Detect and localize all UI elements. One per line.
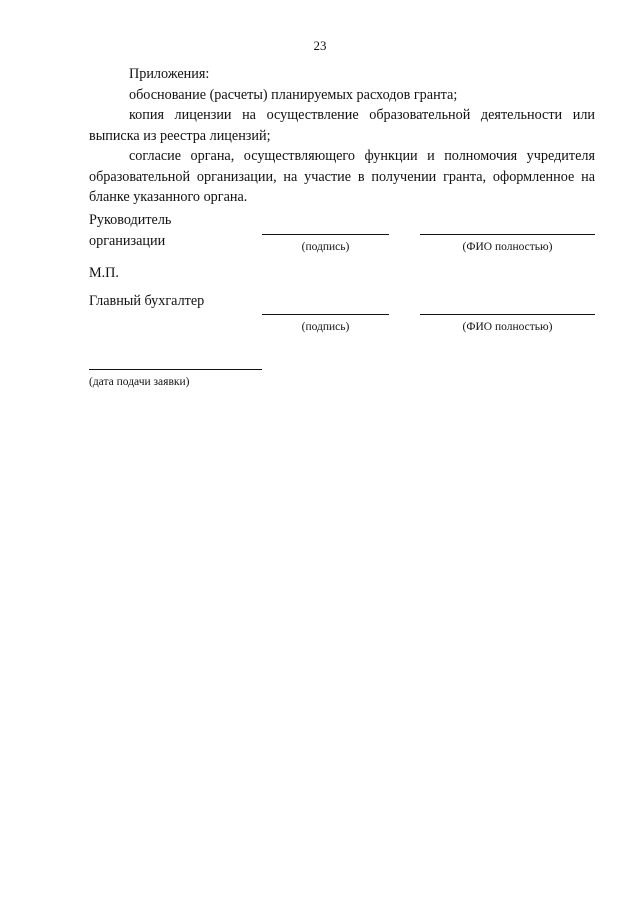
- head-signature-line: [262, 234, 389, 235]
- head-signature-caption: (подпись): [301, 241, 350, 253]
- head-label-line2: организации: [89, 232, 166, 249]
- accountant-label: Главный бухгалтер: [89, 293, 205, 309]
- head-name-caption: (ФИО полностью): [462, 241, 553, 253]
- attachment-item-budget: обоснование (расчеты) планируемых расходов гранта;: [129, 86, 458, 103]
- stamp-label: М.П.: [89, 265, 119, 281]
- date-line: [89, 369, 262, 370]
- accountant-signature-caption: (подпись): [301, 321, 350, 333]
- accountant-name-line: [420, 314, 595, 315]
- attachment-item-consent: согласие органа, осуществляющего функции и полномочия учредителя образовательной организации, на участие в получении гранта, оформленное на бланке указанного органа.: [89, 148, 595, 205]
- attachment-item-license: копия лицензии на осуществление образовательной деятельности или выписка из реестра лицензий;: [89, 107, 595, 144]
- accountant-name-caption: (ФИО полностью): [462, 321, 553, 333]
- head-label: [89, 210, 171, 251]
- accountant-signature-line: [262, 314, 389, 315]
- attachments-section: [89, 64, 595, 208]
- date-caption: (дата подачи заявки): [89, 376, 190, 388]
- head-label-line1: Руководитель: [89, 212, 172, 228]
- head-name-line: [420, 234, 595, 235]
- page-number: 23: [313, 38, 327, 53]
- attachments-heading: Приложения:: [129, 66, 210, 82]
